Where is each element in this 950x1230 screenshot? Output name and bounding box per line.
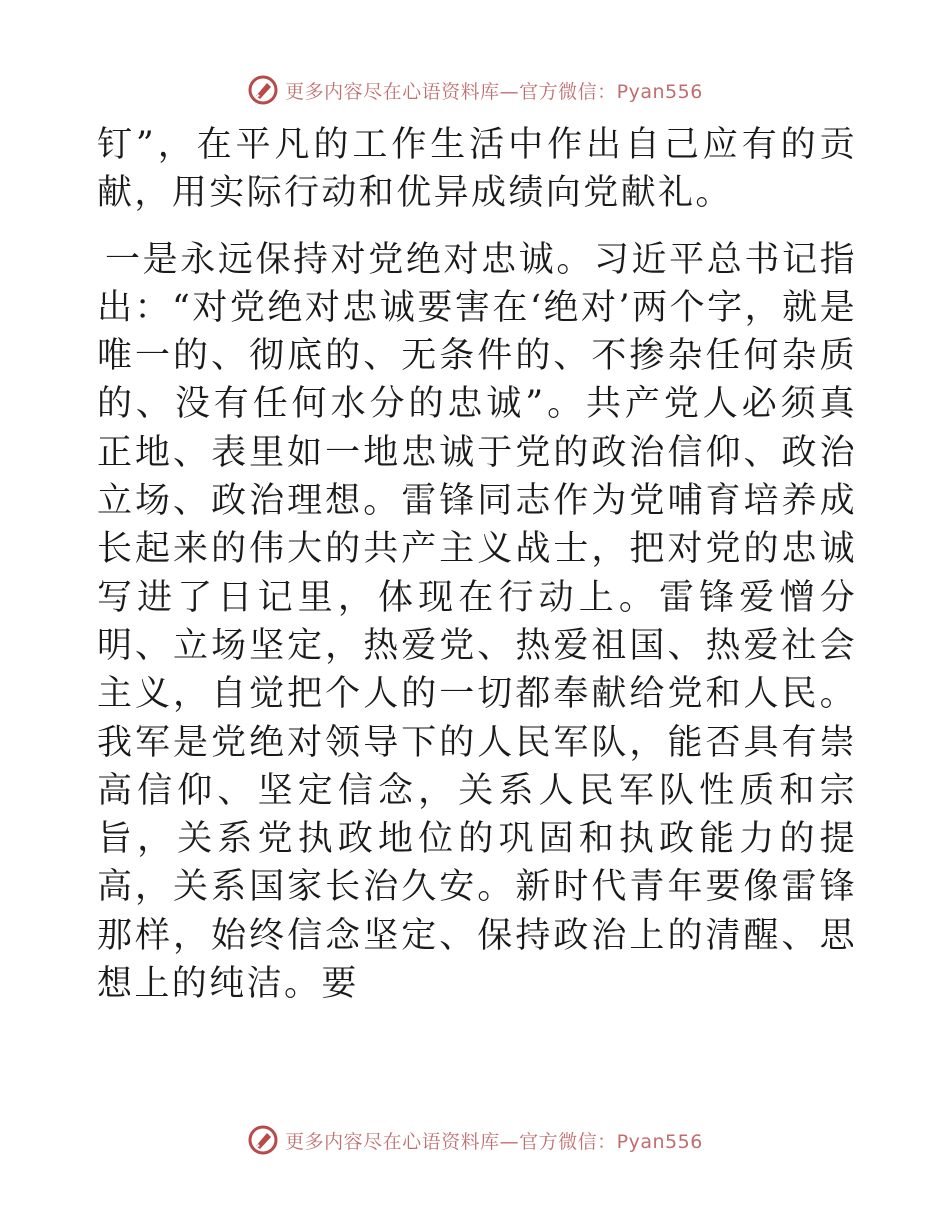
pen-nib-logo-icon xyxy=(247,1124,279,1156)
paragraph-2: 一是永远保持对党绝对忠诚。习近平总书记指出：“对党绝对忠诚要害在‘绝对’两个字，就是唯一的、彻底的、无条件的、不掺杂任何杂质的、没有任何水分的忠诚”。共产党人必须真正地、表里如一地忠诚于党的政治信仰、政治立场、政治理想。雷锋同志作为党哺育培养成长起来的伟大的共产主义战士，把对党的忠诚写进了日记里，体现在行动上。雷锋爱憎分明、立场坚定，热爱党、热爱祖国、热爱社会主义，自觉把个人的一切都奉献给党和人民。我军是党绝对领导下的人民军队，能否具有崇高信仰、坚定信念，关系人民军队性质和宗旨，关系党执政地位的巩固和执政能力的提高，关系国家长治久安。新时代青年要像雷锋那样，始终信念坚定、保持政治上的清醒、思想上的纯洁。要 xyxy=(97,239,857,1005)
pen-nib-logo-icon xyxy=(247,74,279,106)
header-banner xyxy=(0,70,950,110)
header-banner-text: 更多内容尽在心语资料库—官方微信：Pyan556 xyxy=(285,80,703,103)
footer-banner xyxy=(0,1120,950,1160)
footer-banner-text: 更多内容尽在心语资料库—官方微信：Pyan556 xyxy=(285,1130,703,1153)
paragraph-1: 钉”，在平凡的工作生活中作出自己应有的贡献，用实际行动和优异成绩向党献礼。 xyxy=(97,125,857,214)
document-body xyxy=(97,121,857,1008)
